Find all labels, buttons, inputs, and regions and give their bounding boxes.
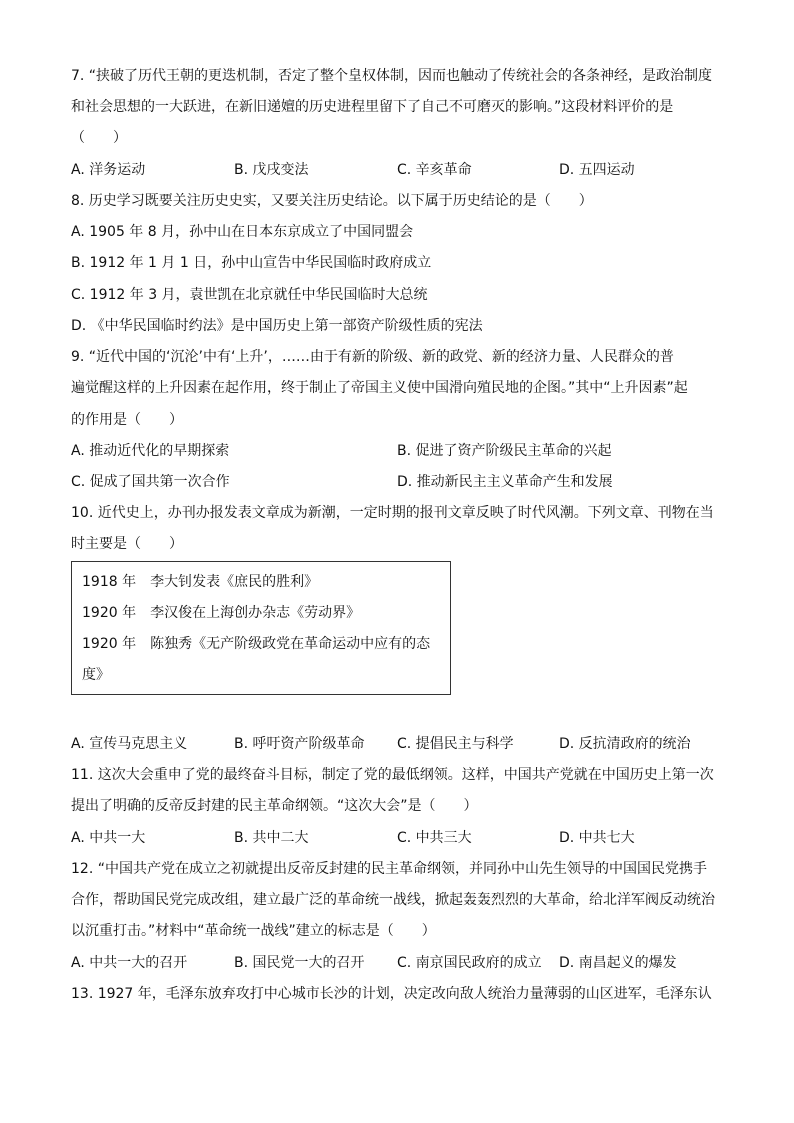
q11-option-b[interactable]: B. 共中二大: [234, 830, 309, 846]
q9-option-d[interactable]: D. 推动新民主主义革命产生和发展: [397, 474, 613, 490]
q10-stem-line-1: 10. 近代史上，办刊办报发表文章成为新潮，一定时期的报刊文章反映了时代风潮。下列文章、刊物在当: [71, 505, 714, 521]
q7-option-b[interactable]: B. 戊戌变法: [234, 162, 309, 178]
q7-option-d[interactable]: D. 五四运动: [559, 162, 635, 178]
q7-stem-line-3: （ ）: [71, 130, 127, 146]
q10-option-d[interactable]: D. 反抗清政府的统治: [559, 736, 691, 752]
q10-material-line-2: 1920 年 李汉俊在上海创办杂志《劳动界》: [82, 605, 361, 621]
q7-stem-line-1: 7. “挟破了历代王朝的更迭机制，否定了整个皇权体制，因而也触动了传统社会的各条神经，是政治制度: [71, 68, 713, 84]
q11-stem-line-2: 提出了明确的反帝反封建的民主革命纲领。“这次大会”是（ ）: [71, 798, 478, 814]
q8-option-c[interactable]: C. 1912 年 3 月，袁世凯在北京就任中华民国临时大总统: [71, 287, 428, 303]
q8-option-a[interactable]: A. 1905 年 8 月，孙中山在日本东京成立了中国同盟会: [71, 224, 414, 240]
q9-stem-line-3: 的作用是（ ）: [71, 412, 183, 428]
q9-stem-line-1: 9. “近代中国的‘沉沦’中有‘上升’，……由于有新的阶级、新的政党、新的经济力量、人民群众的普: [71, 349, 674, 365]
q12-stem-line-1: 12. “中国共产党在成立之初就提出反帝反封建的民主革命纲领，并同孙中山先生领导的中国国民党携手: [71, 861, 707, 877]
q12-option-b[interactable]: B. 国民党一大的召开: [234, 955, 365, 971]
q9-option-c[interactable]: C. 促成了国共第一次合作: [71, 474, 230, 490]
q10-material-line-3: 1920 年 陈独秀《无产阶级政党在革命运动中应有的态: [82, 636, 431, 652]
q8-option-b[interactable]: B. 1912 年 1 月 1 日，孙中山宣告中华民国临时政府成立: [71, 255, 432, 271]
q9-option-b[interactable]: B. 促进了资产阶级民主革命的兴起: [397, 443, 612, 459]
q7-option-a[interactable]: A. 洋务运动: [71, 162, 146, 178]
q10-option-a[interactable]: A. 宣传马克思主义: [71, 736, 188, 752]
q11-option-a[interactable]: A. 中共一大: [71, 830, 146, 846]
q12-option-a[interactable]: A. 中共一大的召开: [71, 955, 188, 971]
q11-option-d[interactable]: D. 中共七大: [559, 830, 635, 846]
q12-stem-line-3: 以沉重打击。”材料中“革命统一战线”建立的标志是（ ）: [71, 923, 436, 939]
q12-option-d[interactable]: D. 南昌起义的爆发: [559, 955, 677, 971]
q7-option-c[interactable]: C. 辛亥革命: [397, 162, 472, 178]
q11-stem-line-1: 11. 这次大会重申了党的最终奋斗目标，制定了党的最低纲领。这样，中国共产党就在中国历史上第一次: [71, 767, 714, 783]
q8-stem: 8. 历史学习既要关注历史史实，又要关注历史结论。以下属于历史结论的是（ ）: [71, 193, 593, 209]
q9-option-a[interactable]: A. 推动近代化的早期探索: [71, 443, 230, 459]
q12-option-c[interactable]: C. 南京国民政府的成立: [397, 955, 542, 971]
q12-stem-line-2: 合作，帮助国民党完成改组，建立最广泛的革命统一战线，掀起轰轰烈烈的大革命，给北洋军阀反动统治: [71, 892, 715, 908]
q10-material-box: [71, 561, 451, 695]
q8-option-d[interactable]: D. 《中华民国临时约法》是中国历史上第一部资产阶级性质的宪法: [71, 318, 483, 334]
q11-option-c[interactable]: C. 中共三大: [397, 830, 472, 846]
q9-stem-line-2: 遍觉醒这样的上升因素在起作用，终于制止了帝国主义使中国滑向殖民地的企图。”其中“上升因素”起: [71, 380, 688, 396]
q10-option-c[interactable]: C. 提倡民主与科学: [397, 736, 514, 752]
q10-stem-line-2: 时主要是（ ）: [71, 536, 183, 552]
q10-option-b[interactable]: B. 呼吁资产阶级革命: [234, 736, 365, 752]
q10-material-line-1: 1918 年 李大钊发表《庶民的胜利》: [82, 574, 319, 590]
q13-stem-line-1: 13. 1927 年，毛泽东放弃攻打中心城市长沙的计划，决定改向敌人统治力量薄弱的山区进军，毛泽东认: [71, 986, 712, 1002]
q7-stem-line-2: 和社会思想的一大跃进，在新旧递嬗的历史进程里留下了自己不可磨灭的影响。”这段材料评价的是: [71, 99, 674, 115]
q10-material-line-4: 度》: [82, 667, 110, 683]
